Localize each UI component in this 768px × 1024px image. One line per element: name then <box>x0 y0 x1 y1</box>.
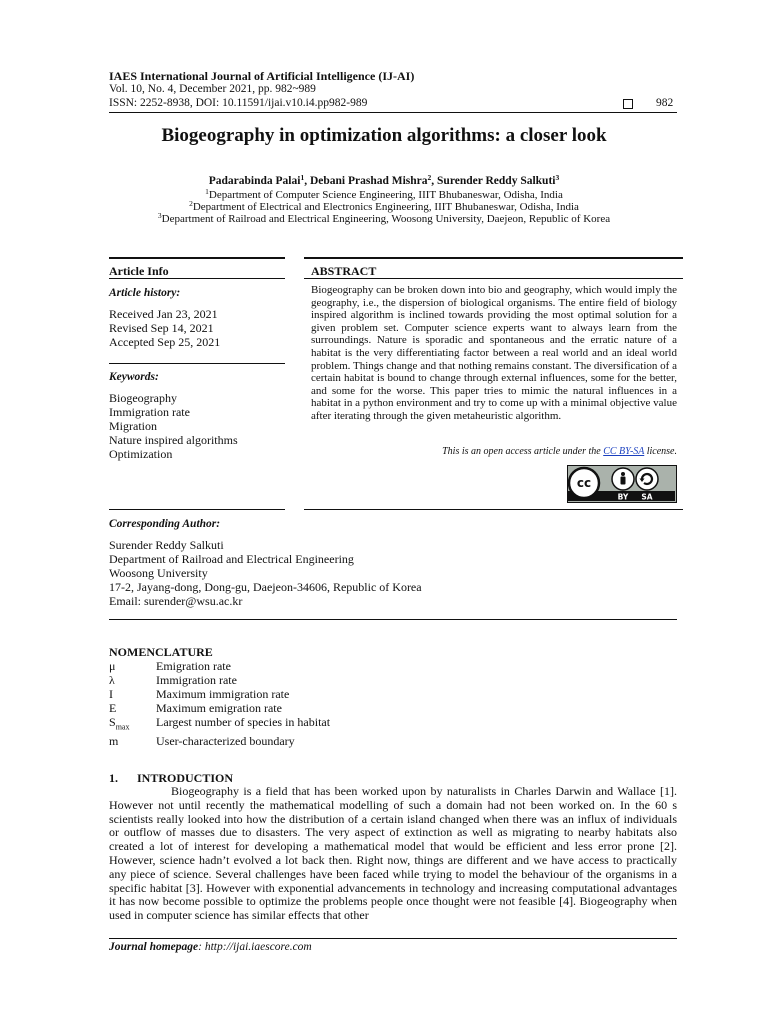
affiliation-text: Department of Railroad and Electrical Engineering, Woosong University, Daejeon, Republic of Korea <box>161 213 611 225</box>
keywords-label: Keywords: <box>109 371 159 383</box>
revised-date: Revised Sep 14, 2021 <box>109 321 214 335</box>
footer-rule <box>109 938 677 939</box>
nomenclature-heading: NOMENCLATURE <box>109 645 213 659</box>
volume-line: Vol. 10, No. 4, December 2021, pp. 982~989 <box>109 83 316 95</box>
nomenclature-symbol: λ <box>109 673 115 687</box>
abstract-text: Biogeography can be broken down into bio and geography, which would imply the geography, i.e., the dispersion of biological organisms. The entire field of biology inspired algorithm is inclined towards providing the most optimal solution for a given problem set. Computer science experts want to always learn from the surroundings. Nature is sporadic and spontaneous and the erratic nature of a habitat is the very differentiating factor between a real world and an ideal world problem. Things change and that nothing remains constant. The diversification of a certain habitat is bound to change through external influences, some for the better, and some for the worse. This paper tries to mimic the natural influences in a habitat in a python environment and try to come up with a minimal objective value after iterating through the given metaheuristic algorithm. <box>311 284 677 422</box>
cc-badge-graphic <box>568 466 675 501</box>
nomenclature-row <box>109 701 330 715</box>
license-link[interactable]: CC BY-SA <box>603 446 645 457</box>
keyword: Optimization <box>109 447 173 461</box>
article-history-label: Article history: <box>109 287 181 299</box>
license-suffix: license. <box>644 446 677 457</box>
keyword: Biogeography <box>109 391 177 405</box>
author: Padarabinda Palai <box>208 175 301 187</box>
article-info-top-rule <box>109 257 285 259</box>
nomenclature-row <box>109 673 330 687</box>
nomenclature-row <box>109 734 330 748</box>
issn-line: ISSN: 2252-8938, DOI: 10.11591/ijai.v10.i4.pp982-989 <box>109 97 368 109</box>
affiliation <box>0 213 768 225</box>
by-label: BY <box>617 492 629 501</box>
keywords-list <box>109 391 238 461</box>
paper-title: Biogeography in optimization algorithms: a closer look <box>161 125 607 146</box>
abstract-heading: ABSTRACT <box>311 264 377 278</box>
homepage-url[interactable]: : http://ijai.iaescore.com <box>198 941 312 953</box>
abstract-top-rule <box>304 257 683 259</box>
section-number: 1. <box>109 771 118 785</box>
nomenclature-list <box>109 659 330 748</box>
accepted-date: Accepted Sep 25, 2021 <box>109 335 221 349</box>
author-sup: 2 <box>427 173 432 182</box>
corresponding-university: Woosong University <box>109 566 208 580</box>
corresponding-bottom-rule <box>109 619 677 620</box>
author-sep: , <box>431 175 438 187</box>
journal-homepage <box>109 941 312 953</box>
nomenclature-row <box>109 687 330 701</box>
nomenclature-desc: Immigration rate <box>156 673 237 687</box>
nomenclature-subscript: max <box>115 722 130 732</box>
license-prefix: This is an open access article under the <box>442 446 604 457</box>
author-sup: 3 <box>555 173 560 182</box>
nomenclature-desc: Largest number of species in habitat <box>156 715 331 729</box>
nomenclature-symbol: I <box>109 687 113 701</box>
article-history <box>109 307 220 349</box>
introduction-text: Biogeography is a field that has been worked upon by naturalists in Charles Darwin and Wallace [1]. However not until recently the mathematical modelling of such a domain had not been worked on. In the 60 s scientists really looked into how the distribution of a certain island changed when there was an influx of individuals or outflow of masses due to disasters. The very aspect of extinction as well as migrating to nearby habitats also created a lot of interest for developing a mathematical model that would be efficient and less error prone [2]. However, science hadn’t evolved a lot back then. Right now, things are different and we have access to practically any piece of science. Several challenges have been faced while trying to model the behaviour of the organisms in a specific habitat [3]. However with exponential advancements in technology and increasing computational advantages it has now become possible to optimize the problems people once thought were not feasible [4]. Biogeography when used in computer science has similar effects that other <box>109 784 677 923</box>
keywords-rule <box>109 363 285 364</box>
received-date: Received Jan 23, 2021 <box>109 307 218 321</box>
author-list <box>0 175 768 187</box>
homepage-label: Journal homepage <box>109 941 199 953</box>
nomenclature-symbol: $S_{max}$ <box>109 715 130 732</box>
abstract-bottom-rule <box>304 509 683 510</box>
nomenclature-row <box>109 715 330 734</box>
affiliation <box>0 201 768 213</box>
author: Debani Prashad Mishra <box>309 175 428 187</box>
article-info-bottom-rule <box>109 509 285 510</box>
section-title: INTRODUCTION <box>137 771 234 785</box>
article-info-rule <box>109 278 285 279</box>
affiliation-sup: 2 <box>189 199 193 208</box>
affiliation-text: Department of Electrical and Electronics Engineering, IIIT Bhubaneswar, Odisha, India <box>192 201 579 213</box>
square-icon <box>623 99 633 109</box>
cc-by-sa-badge[interactable] <box>567 465 677 503</box>
nomenclature-symbol: m <box>109 734 119 749</box>
author-sep: , <box>304 175 310 187</box>
affiliation-sup: 3 <box>157 211 162 220</box>
cc-label: cc <box>576 476 592 490</box>
header-rule <box>109 112 677 113</box>
corresponding-email: Email: surender@wsu.ac.kr <box>109 594 243 608</box>
author-sup: 1 <box>300 173 305 182</box>
keyword: Nature inspired algorithms <box>109 433 238 447</box>
nomenclature-desc: User-characterized boundary <box>156 734 295 749</box>
abstract-rule <box>304 278 683 279</box>
author: Surender Reddy Salkuti <box>437 175 556 187</box>
license-line <box>311 446 677 457</box>
keyword: Migration <box>109 419 157 433</box>
nomenclature-symbol: μ <box>109 659 116 673</box>
corresponding-author-label: Corresponding Author: <box>109 518 221 530</box>
article-info-heading: Article Info <box>109 264 169 278</box>
journal-name: IAES International Journal of Artificial Intelligence (IJ-AI) <box>109 69 415 83</box>
keyword: Immigration rate <box>109 405 190 419</box>
corresponding-name: Surender Reddy Salkuti <box>109 538 224 552</box>
nomenclature-symbol: E <box>109 701 117 715</box>
nomenclature-desc: Maximum immigration rate <box>156 687 290 701</box>
corresponding-dept: Department of Railroad and Electrical Engineering <box>109 552 354 566</box>
nomenclature-row <box>109 659 330 673</box>
affiliation <box>0 189 768 201</box>
share-alike-icon <box>636 468 658 490</box>
corresponding-address: 17-2, Jayang-dong, Dong-gu, Daejeon-34606, Republic of Korea <box>109 580 422 594</box>
page-number: 982 <box>656 97 674 109</box>
affiliation-text: Department of Computer Science Engineering, IIIT Bhubaneswar, Odisha, India <box>208 189 563 201</box>
corresponding-author-info <box>109 538 422 608</box>
nomenclature-desc: Emigration rate <box>156 659 231 673</box>
nomenclature-desc: Maximum emigration rate <box>156 701 282 715</box>
affiliation-sup: 1 <box>205 187 209 196</box>
sa-label: SA <box>641 492 653 501</box>
